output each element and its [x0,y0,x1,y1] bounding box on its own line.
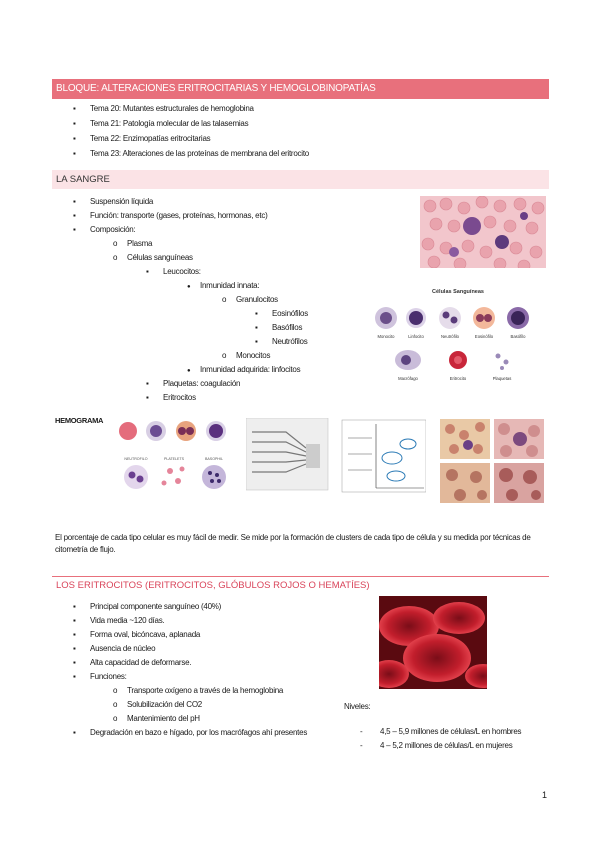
sangre-eritrocitos: ▪ Eritrocitos [163,393,196,403]
sangre-monocitos: o Monocitos [236,351,270,361]
label-macrofago: Macrófago [398,376,418,381]
label-monocito: Monocito [377,334,395,339]
sangre-eosinofilos: ▪ Eosinófilos [272,309,308,319]
hemograma-label: HEMOGRAMA [55,416,104,425]
sangre-adquirida: ● Inmunidad adquirida: linfocitos [200,365,300,375]
eritro-vida: ▪ Vida media ~120 días. [90,616,164,626]
sangre-composicion: ▪ Composición: [90,225,135,235]
eritrocitos-header: LOS ERITROCITOS (ERITROCITOS, GLÓBULOS ROJOS O HEMATÍES) [52,576,549,594]
label-linfocito: Linfocito [408,334,424,339]
blood-smear-image [420,196,546,268]
label-neutrofilo: Neutrófilo [441,334,459,339]
micrograph-grid-graphic [440,419,544,503]
label-eritrocito: Eritrocito [449,376,467,381]
hemo-platelets-label: PLATELETS [163,457,185,461]
block-header: BLOQUE: ALTERACIONES ERITROCITARIAS Y HEMOGLOBINOPATÍAS [52,79,549,99]
eritro-funcion-1: o Transporte oxígeno a través de la hemoglobina [127,686,283,696]
sangre-suspension: ▪ Suspensión líquida [90,197,153,207]
sangre-celulas: o Células sanguíneas [127,253,193,263]
eritro-deformarse: ▪ Alta capacidad de deformarse. [90,658,191,668]
niveles-mujeres: - 4 – 5,2 millones de células/L en mujeres [380,741,512,751]
label-plaquetas: Plaquetas [492,376,512,381]
micrograph-grid-image [440,419,544,503]
hemograma-cells-graphic [116,409,243,505]
label-basofilo: Basófilo [510,334,526,339]
sangre-innata: ● Inmunidad innata: [200,281,259,291]
label-eosinofilo: Eosinófilo [474,334,494,339]
sangre-header: LA SANGRE [52,170,549,189]
niveles-hombres: - 4,5 – 5,9 millones de células/L en hombres [380,727,521,737]
eritro-funcion-2: o Solubilización del CO2 [127,700,202,710]
hemograma-paragraph: El porcentaje de cada tipo celular es muy fácil de medir. Se mide por la formación de clusters de cada tipo de célula y su medida por técnicas de citometría de flujo. [55,533,531,554]
sangre-granulocitos: o Granulocitos [236,295,278,305]
niveles-label: Niveles: [344,702,371,711]
eritro-funcion-3: o Mantenimiento del pH [127,714,200,724]
hemograma-cells-image [116,409,243,505]
flow-cytometry-image [246,418,426,503]
hemo-basophil-label: BASOPHIL [205,457,223,461]
red-blood-cells-graphic [379,596,487,689]
sangre-neutrofilos: ▪ Neutrófilos [272,337,308,347]
eritro-funciones: ▪ Funciones: [90,672,127,682]
tema-21: ▪ Tema 21: Patología molecular de las talasemias [90,119,248,129]
sangre-plasma: o Plasma [127,239,152,249]
flow-cytometry-graphic [246,418,426,503]
eritro-degradacion: ▪ Degradación en bazo e hígado, por los macrófagos ahí presentes [90,728,307,738]
sangre-leucocitos: ▪ Leucocitos: [163,267,201,277]
blood-smear-graphic [420,196,546,268]
eritro-forma: ▪ Forma oval, bicóncava, aplanada [90,630,200,640]
hemo-neutrofilo-label: NEUTROFILO [124,457,148,461]
sangre-plaquetas: ▪ Plaquetas: coagulación [163,379,240,389]
tema-22: ▪ Tema 22: Enzimopatías eritrocitarias [90,134,210,144]
celulas-title: Células Sanguíneas [432,289,484,295]
blood-cells-diagram [372,284,544,384]
eritro-principal: ▪ Principal componente sanguíneo (40%) [90,602,221,612]
red-blood-cells-image [379,596,487,689]
sangre-funcion: ▪ Función: transporte (gases, proteínas, hormonas, etc) [90,211,268,221]
blood-cells-graphic [372,284,544,384]
page-number: 1 [541,790,547,800]
tema-20: ▪ Tema 20: Mutantes estructurales de hemoglobina [90,104,254,114]
sangre-basofilos: ▪ Basófilos [272,323,302,333]
eritro-nucleo: ▪ Ausencia de núcleo [90,644,155,654]
tema-23: ▪ Tema 23: Alteraciones de las proteínas de membrana del eritrocito [90,149,309,159]
